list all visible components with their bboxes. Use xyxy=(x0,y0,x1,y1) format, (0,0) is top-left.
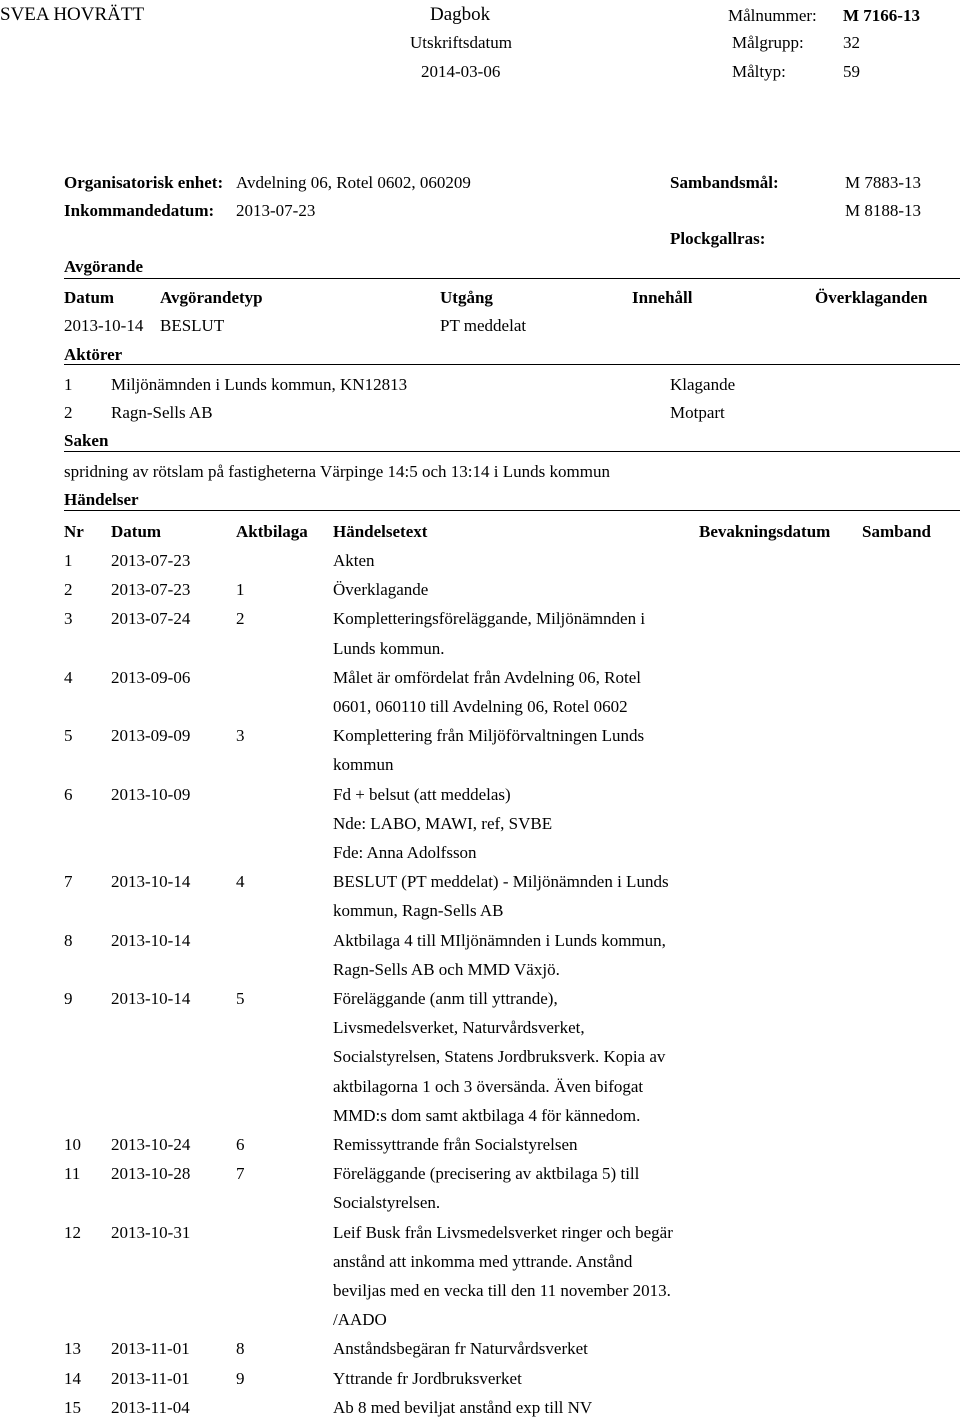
decision-date: 2013-10-14 xyxy=(64,316,144,335)
event-text-line: Ab 8 med beviljat anstånd exp till NV xyxy=(333,1397,593,1417)
document-type: Dagbok xyxy=(430,4,491,25)
events-divider xyxy=(64,510,960,511)
event-date: 2013-10-24 xyxy=(111,1135,191,1154)
related-cases-label: Sambandsmål: xyxy=(670,173,779,192)
event-date: 2013-07-23 xyxy=(111,580,191,600)
event-nr: 6 xyxy=(64,784,73,804)
event-nr: 5 xyxy=(64,726,73,746)
event-text-line: Aktbilaga 4 till MIljönämnden i Lunds kommun, xyxy=(333,930,666,950)
event-date: 2013-09-09 xyxy=(111,726,191,746)
event-date: 2013-07-24 xyxy=(111,609,191,629)
event-text-line: Livsmedelsverket, Naturvårdsverket, xyxy=(333,1018,585,1038)
event-nr: 1 xyxy=(64,551,73,570)
actor-name: Miljönämnden i Lunds kommun, KN12813 xyxy=(111,375,408,394)
event-text-line: Kompletteringsföreläggande, Miljönämnden i xyxy=(333,609,646,629)
event-nr: 3 xyxy=(64,609,73,629)
event-text-line: kommun xyxy=(333,755,394,775)
event-attachment: 6 xyxy=(236,1135,245,1154)
decision-type: BESLUT xyxy=(160,316,225,335)
events-col-watch-date: Bevakningsdatum xyxy=(699,522,831,541)
events-col-attachment: Aktbilaga xyxy=(236,522,308,541)
event-attachment: 4 xyxy=(236,872,245,892)
event-nr: 9 xyxy=(64,989,73,1008)
matter-divider xyxy=(64,451,960,452)
event-date: 2013-09-06 xyxy=(111,667,191,687)
decision-col-outcome: Utgång xyxy=(440,288,493,307)
incoming-date: 2013-07-23 xyxy=(236,201,316,220)
event-text-line: Överklagande xyxy=(333,580,429,600)
decision-col-content: Innehåll xyxy=(632,288,693,307)
events-col-date: Datum xyxy=(111,522,162,541)
event-text-line: kommun, Ragn-Sells AB xyxy=(333,901,504,921)
event-text-line: Nde: LABO, MAWI, ref, SVBE xyxy=(333,813,553,833)
event-date: 2013-10-28 xyxy=(111,1164,191,1184)
event-date: 2013-10-09 xyxy=(111,784,191,804)
event-nr: 7 xyxy=(64,872,73,892)
event-attachment: 9 xyxy=(236,1368,245,1388)
event-date: 2013-07-23 xyxy=(111,551,191,570)
event-attachment: 5 xyxy=(236,989,245,1008)
event-date: 2013-10-14 xyxy=(111,872,191,892)
event-nr: 12 xyxy=(64,1222,81,1242)
case-type: 59 xyxy=(843,62,860,81)
event-nr: 10 xyxy=(64,1135,81,1154)
related-case-2: M 8188-13 xyxy=(845,201,922,220)
event-text-line: aktbilagorna 1 och 3 översända. Även bifogat xyxy=(333,1076,644,1096)
event-attachment: 8 xyxy=(236,1339,245,1359)
case-number-label: Målnummer: xyxy=(728,6,817,25)
events-col-nr: Nr xyxy=(64,522,84,541)
event-text-line: beviljas med en vecka till den 11 november 2013. xyxy=(333,1280,671,1300)
event-attachment: 7 xyxy=(236,1164,245,1184)
event-text-line: Föreläggande (anm till yttrande), xyxy=(333,989,558,1008)
event-nr: 8 xyxy=(64,930,73,950)
court-name: SVEA HOVRÄTT xyxy=(0,4,145,25)
actors-section-title: Aktörer xyxy=(64,345,123,364)
incoming-date-label: Inkommandedatum: xyxy=(64,201,215,220)
event-text-line: Fd + belsut (att meddelas) xyxy=(333,784,511,804)
event-text-line: /AADO xyxy=(333,1310,387,1330)
retention-label: Plockgallras: xyxy=(670,229,766,248)
events-col-text: Händelsetext xyxy=(333,522,428,541)
org-unit-label: Organisatorisk enhet: xyxy=(64,173,224,192)
matter-text: spridning av rötslam på fastigheterna Värpinge 14:5 och 13:14 i Lunds kommun xyxy=(64,462,610,481)
decision-section-title: Avgörande xyxy=(64,257,144,276)
events-section-title: Händelser xyxy=(64,490,139,509)
case-type-label: Måltyp: xyxy=(732,62,786,81)
event-text-line: Yttrande fr Jordbruksverket xyxy=(333,1368,522,1388)
event-text-line: Målet är omfördelat från Avdelning 06, Rotel xyxy=(333,667,641,687)
actor-role: Motpart xyxy=(670,403,725,422)
decision-col-appeals: Överklaganden xyxy=(815,288,928,307)
event-text-line: Akten xyxy=(333,551,375,570)
event-text-line: Socialstyrelsen, Statens Jordbruksverk. Kopia av xyxy=(333,1047,666,1067)
event-date: 2013-10-31 xyxy=(111,1222,191,1242)
event-nr: 4 xyxy=(64,667,73,687)
print-date-label: Utskriftsdatum xyxy=(410,33,512,52)
event-date: 2013-10-14 xyxy=(111,989,191,1008)
event-text-line: Fde: Anna Adolfsson xyxy=(333,842,477,862)
decision-col-type: Avgörandetyp xyxy=(160,288,263,307)
event-text-line: Ragn-Sells AB och MMD Växjö. xyxy=(333,959,560,979)
actors-divider xyxy=(64,364,960,365)
matter-section-title: Saken xyxy=(64,431,109,450)
event-date: 2013-10-14 xyxy=(111,930,191,950)
event-text-line: Anståndsbegäran fr Naturvårdsverket xyxy=(333,1339,588,1359)
print-date: 2014-03-06 xyxy=(421,62,501,81)
actor-role: Klagande xyxy=(670,375,736,394)
event-nr: 15 xyxy=(64,1397,81,1417)
event-text-line: BESLUT (PT meddelat) - Miljönämnden i Lunds xyxy=(333,872,669,892)
actor-name: Ragn-Sells AB xyxy=(111,403,213,422)
event-nr: 14 xyxy=(64,1368,81,1388)
event-text-line: Leif Busk från Livsmedelsverket ringer och begär xyxy=(333,1222,673,1242)
event-text-line: Komplettering från Miljöförvaltningen Lunds xyxy=(333,726,645,746)
event-nr: 2 xyxy=(64,580,73,600)
event-text-line: Lunds kommun. xyxy=(333,638,445,658)
related-case-1: M 7883-13 xyxy=(845,173,922,192)
org-unit: Avdelning 06, Rotel 0602, 060209 xyxy=(236,173,471,192)
event-text-line: 0601, 060110 till Avdelning 06, Rotel 0602 xyxy=(333,696,628,716)
decision-col-date: Datum xyxy=(64,288,115,307)
event-text-line: Föreläggande (precisering av aktbilaga 5) till xyxy=(333,1164,640,1184)
event-attachment: 2 xyxy=(236,609,245,629)
case-group-label: Målgrupp: xyxy=(732,33,804,52)
decision-outcome: PT meddelat xyxy=(440,316,527,335)
event-text-line: anstånd att inkomma med yttrande. Anstånd xyxy=(333,1251,633,1271)
event-date: 2013-11-01 xyxy=(111,1339,190,1359)
event-text-line: Socialstyrelsen. xyxy=(333,1193,441,1213)
actor-nr: 1 xyxy=(64,375,73,394)
events-col-related: Samband xyxy=(862,522,931,541)
actor-nr: 2 xyxy=(64,403,73,422)
event-text-line: Remissyttrande från Socialstyrelsen xyxy=(333,1135,578,1154)
event-date: 2013-11-04 xyxy=(111,1397,190,1417)
event-attachment: 1 xyxy=(236,580,245,600)
event-nr: 11 xyxy=(64,1164,81,1184)
case-group: 32 xyxy=(843,33,860,52)
event-attachment: 3 xyxy=(236,726,245,746)
event-nr: 13 xyxy=(64,1339,81,1359)
decision-divider xyxy=(64,278,960,279)
case-number: M 7166-13 xyxy=(843,6,920,25)
event-text-line: MMD:s dom samt aktbilaga 4 för kännedom. xyxy=(333,1105,641,1125)
event-date: 2013-11-01 xyxy=(111,1368,190,1388)
